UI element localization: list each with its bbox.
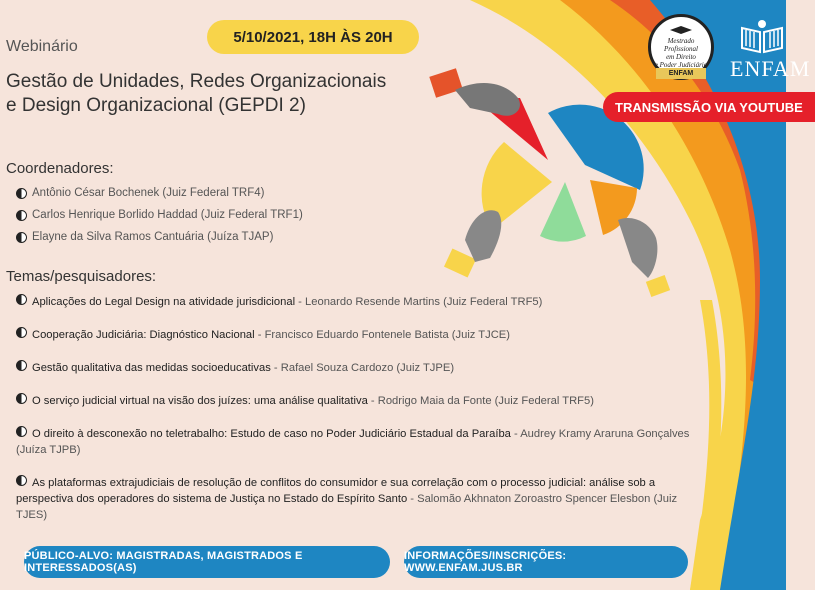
audience-badge: PÚBLICO-ALVO: MAGISTRADAS, MAGISTRADOS E INTERESSADOS(AS): [24, 546, 390, 578]
page-title: [6, 70, 436, 118]
list-item: [16, 226, 436, 248]
enfam-logo: [730, 18, 811, 82]
title-line-2: e Design Organizacional (GEPDI 2): [6, 95, 306, 116]
half-circle-bullet-icon: [16, 294, 27, 305]
graduation-cap-icon: [670, 26, 692, 36]
list-item: Aplicações do Legal Design na atividade jurisdicional - Leonardo Resende Martins (Juiz Federal TRF5): [16, 294, 696, 310]
enfam-wordmark: ENFAM: [730, 56, 811, 81]
list-item: Gestão qualitativa das medidas socioeducativas - Rafael Souza Cardozo (Juiz TJPE): [16, 360, 696, 376]
half-circle-bullet-icon: [16, 475, 27, 486]
topics-list: [16, 294, 696, 540]
list-item: As plataformas extrajudiciais de resolução de conflitos do consumidor e sua correlação com o processo judicial: análise sob a perspectiva dos operadores do sistema de Justiça no Estado do Espírito Santo - Salomão Akhnaton Zoroastro Spencer Elesbon (Juiz TJES): [16, 477, 678, 521]
topic-researcher: Leonardo Resende Martins (Juiz Federal TRF5): [305, 296, 543, 308]
seal-ribbon: ENFAM: [656, 68, 706, 79]
coordinator-name: Elayne da Silva Ramos Cantuária (Juíza TJAP): [32, 231, 274, 243]
topics-heading: Temas/pesquisadores:: [6, 268, 157, 285]
coordinators-heading: Coordenadores:: [6, 160, 114, 177]
title-line-1: Gestão de Unidades, Redes Organizacionais: [6, 71, 387, 92]
hand-left: [465, 210, 501, 262]
coordinator-name: Antônio César Bochenek (Juiz Federal TRF4): [32, 187, 265, 199]
half-circle-bullet-icon: [16, 232, 27, 243]
topic-researcher: Rodrigo Maia da Fonte (Juiz Federal TRF5): [377, 395, 594, 407]
date-badge: 5/10/2021, 18H ÀS 20H: [207, 20, 419, 54]
seal-line-4: e Poder Judiciário: [654, 60, 708, 69]
book-icon: [740, 18, 784, 52]
topic-researcher: Salomão Akhnaton Zoroastro Spencer Elesbon (Juiz TJES): [16, 493, 678, 521]
list-item: O serviço judicial virtual na visão dos juízes: uma análise qualitativa - Rodrigo Maia da Fonte (Juiz Federal TRF5): [16, 393, 696, 409]
half-circle-bullet-icon: [16, 393, 27, 404]
list-item: [16, 204, 436, 226]
half-circle-bullet-icon: [16, 210, 27, 221]
half-circle-bullet-icon: [16, 360, 27, 371]
seal-line-3: em Direito: [666, 52, 696, 61]
info-link[interactable]: INFORMAÇÕES/INSCRIÇÕES: WWW.ENFAM.JUS.BR: [404, 546, 688, 578]
half-circle-bullet-icon: [16, 188, 27, 199]
topic-researcher: Audrey Kramy Araruna Gonçalves (Juíza TJPB): [16, 428, 690, 456]
pie-green-slice: [540, 182, 586, 242]
topic-title: O serviço judicial virtual na visão dos juízes: uma análise qualitativa: [32, 395, 368, 407]
topic-researcher: Francisco Eduardo Fontenele Batista (Juiz TJCE): [264, 329, 510, 341]
hand-right: [618, 218, 657, 278]
coordinator-name: Carlos Henrique Borlido Haddad (Juiz Federal TRF1): [32, 209, 303, 221]
half-circle-bullet-icon: [16, 426, 27, 437]
half-circle-bullet-icon: [16, 327, 27, 338]
topic-title: As plataformas extrajudiciais de resolução de conflitos do consumidor e sua correlação com o processo judicial: análise sob a perspectiva dos operadores do sistema de Justiça no Estado do Espírito Santo: [16, 477, 656, 505]
transmission-badge: TRANSMISSÃO VIA YOUTUBE: [603, 92, 815, 122]
webinar-label: Webinário: [6, 38, 78, 55]
seal-line-2: Profissional: [664, 44, 698, 53]
topic-title: O direito à desconexão no teletrabalho: Estudo de caso no Poder Judiciário Estadual da Paraíba: [32, 428, 511, 440]
list-item: Cooperação Judiciária: Diagnóstico Nacional - Francisco Eduardo Fontenele Batista (Juiz TJCE): [16, 327, 696, 343]
topic-title: Cooperação Judiciária: Diagnóstico Nacional: [32, 329, 255, 341]
hand-top: [455, 83, 520, 116]
topic-title: Aplicações do Legal Design na atividade jurisdicional: [32, 296, 296, 308]
topic-researcher: Rafael Souza Cardozo (Juiz TJPE): [280, 362, 455, 374]
seal-line-1: Mestrado: [667, 36, 695, 45]
topic-title: Gestão qualitativa das medidas socioeducativas: [32, 362, 271, 374]
list-item: O direito à desconexão no teletrabalho: Estudo de caso no Poder Judiciário Estadual da Paraíba - Audrey Kramy Araruna Gonçalves (Juíza TJPB): [16, 428, 690, 456]
coordinators-list: [16, 182, 436, 248]
list-item: [16, 182, 436, 204]
